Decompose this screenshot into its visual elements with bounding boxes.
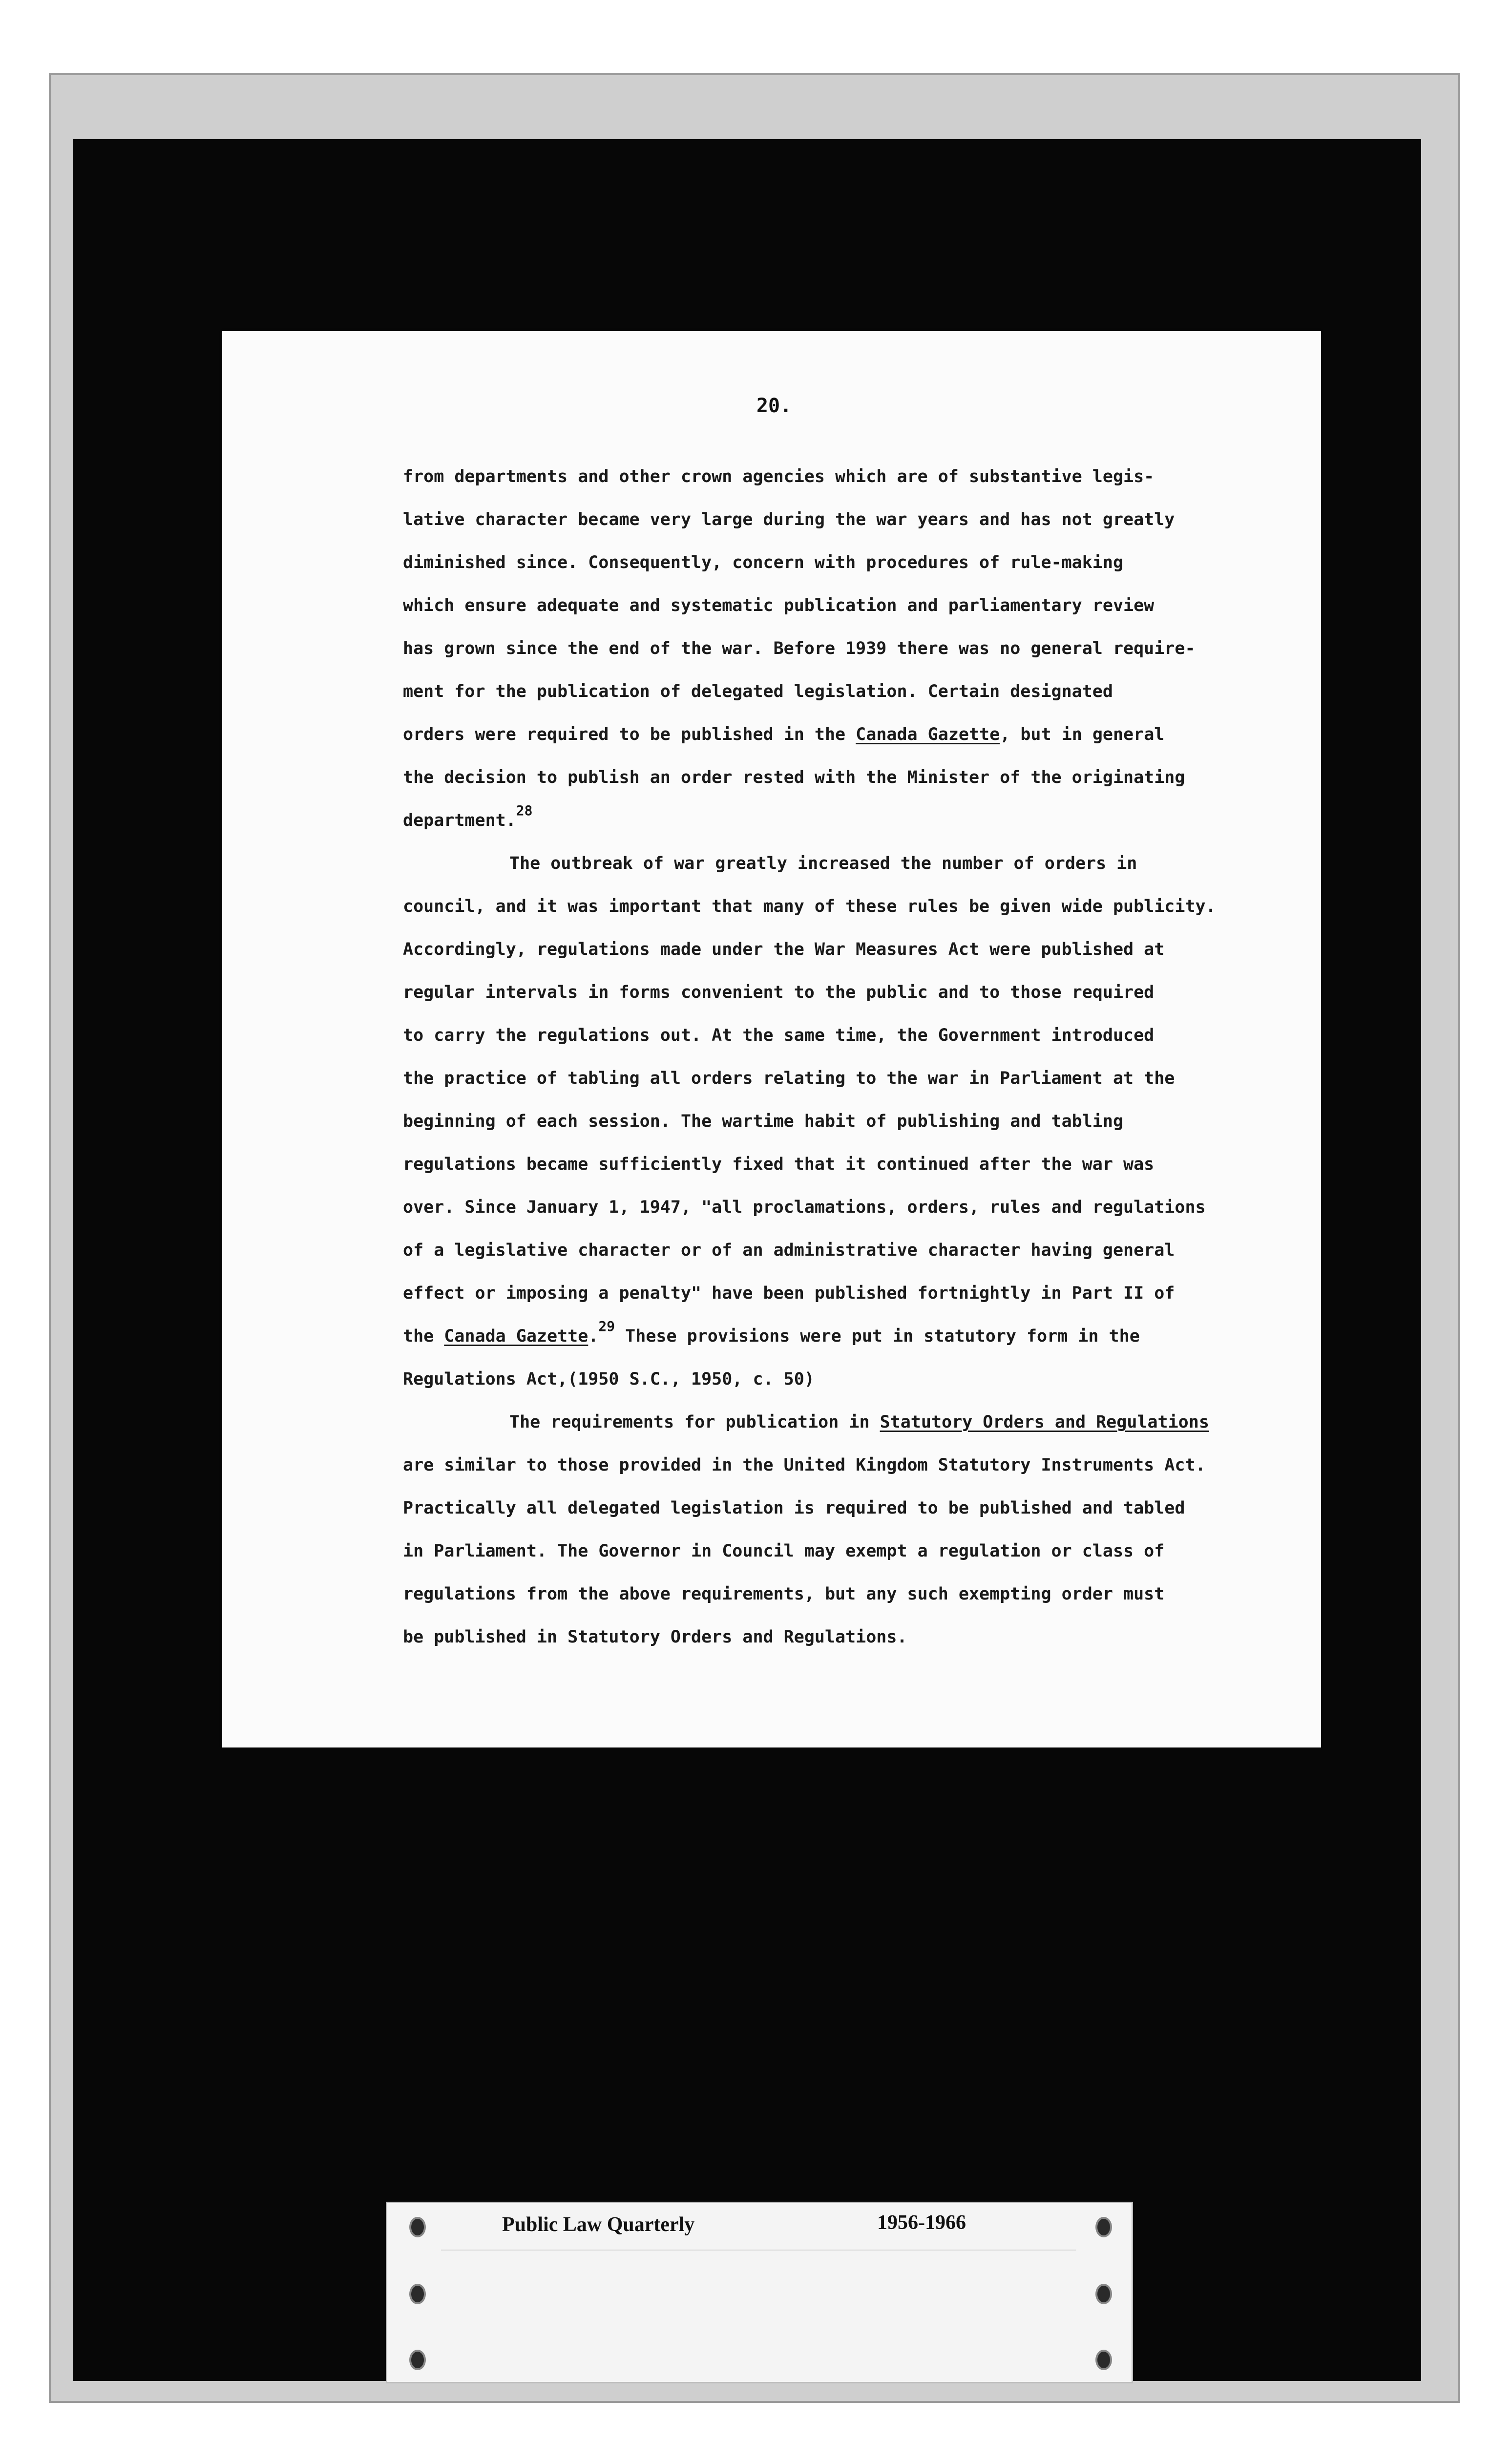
text-line: Practically all delegated legislation is required to be published and tabled [403,1498,1185,1518]
text-line: which ensure adequate and systematic publication and parliamentary review [403,596,1155,615]
text-line: effect or imposing a penalty" have been published fortnightly in Part II of [403,1284,1175,1303]
text-line: ment for the publication of delegated legislation. Certain designated [403,682,1113,701]
text-line: beginning of each session. The wartime habit of publishing and tabling [403,1112,1124,1131]
text-fragment: orders were required to be published in the [403,725,856,744]
archive-label-card [386,2202,1133,2383]
punch-hole-icon [1095,2284,1112,2304]
text-line: regular intervals in forms convenient to the public and to those required [403,983,1155,1002]
text-line: in Parliament. The Governor in Council may exempt a regulation or class of [403,1541,1165,1561]
underlined-title: Statutory Orders and Regulations [880,1412,1209,1432]
text-line: regulations from the above requirements, but any such exempting order must [403,1584,1165,1604]
text-fragment: These provisions were put in statutory form in the [615,1326,1140,1346]
text-line: council, and it was important that many of these rules be given wide publicity. [403,897,1216,916]
punch-hole-icon [1095,2217,1112,2237]
footnote-marker: 29 [598,1318,615,1334]
page-number: 20. [756,395,792,417]
text-line: over. Since January 1, 1947, "all proclamations, orders, rules and regulations [403,1198,1206,1217]
text-line: The outbreak of war greatly increased the number of orders in [509,854,1137,873]
text-line [403,799,1282,842]
text-line: Accordingly, regulations made under the War Measures Act were published at [403,940,1165,959]
text-line: the decision to publish an order rested with the Minister of the originating [403,768,1185,787]
punch-hole-icon [409,2217,426,2237]
text-line: lative character became very large during the war years and has not greatly [403,510,1175,529]
text-fragment: department. [403,811,516,830]
text-line: to carry the regulations out. At the same time, the Government introduced [403,1026,1155,1045]
label-title: Public Law Quarterly [502,2213,695,2236]
punch-hole-icon [409,2284,426,2304]
document-page [222,331,1321,1747]
text-line: Regulations Act,(1950 S.C., 1950, c. 50) [403,1369,815,1389]
text-fragment: , but in general [1000,725,1165,744]
text-line: from departments and other crown agencies which are of substantive legis- [403,467,1155,486]
text-line: the practice of tabling all orders relating to the war in Parliament at the [403,1069,1175,1088]
text-line: regulations became sufficiently fixed that it continued after the war was [403,1155,1155,1174]
document-body [403,455,1282,1659]
text-line: diminished since. Consequently, concern with procedures of rule-making [403,553,1124,572]
text-line: has grown since the end of the war. Before 1939 there was no general require- [403,639,1196,658]
text-line: are similar to those provided in the United Kingdom Statutory Instruments Act. [403,1455,1206,1475]
text-line: be published in Statutory Orders and Regulations. [403,1627,907,1647]
text-line: of a legislative character or of an administrative character having general [403,1241,1175,1260]
footnote-marker: 28 [516,802,533,819]
text-fragment: the [403,1326,444,1346]
label-divider [441,2250,1076,2251]
text-line [403,1401,1282,1444]
text-fragment: The requirements for publication in [509,1412,880,1432]
punch-hole-icon [1095,2350,1112,2370]
text-line [403,1315,1282,1358]
punch-hole-icon [409,2350,426,2370]
text-line [403,713,1282,756]
underlined-title: Canada Gazette [444,1326,588,1346]
label-date-range: 1956-1966 [877,2211,966,2234]
text-fragment: . [588,1326,599,1346]
underlined-title: Canada Gazette [856,725,1000,744]
